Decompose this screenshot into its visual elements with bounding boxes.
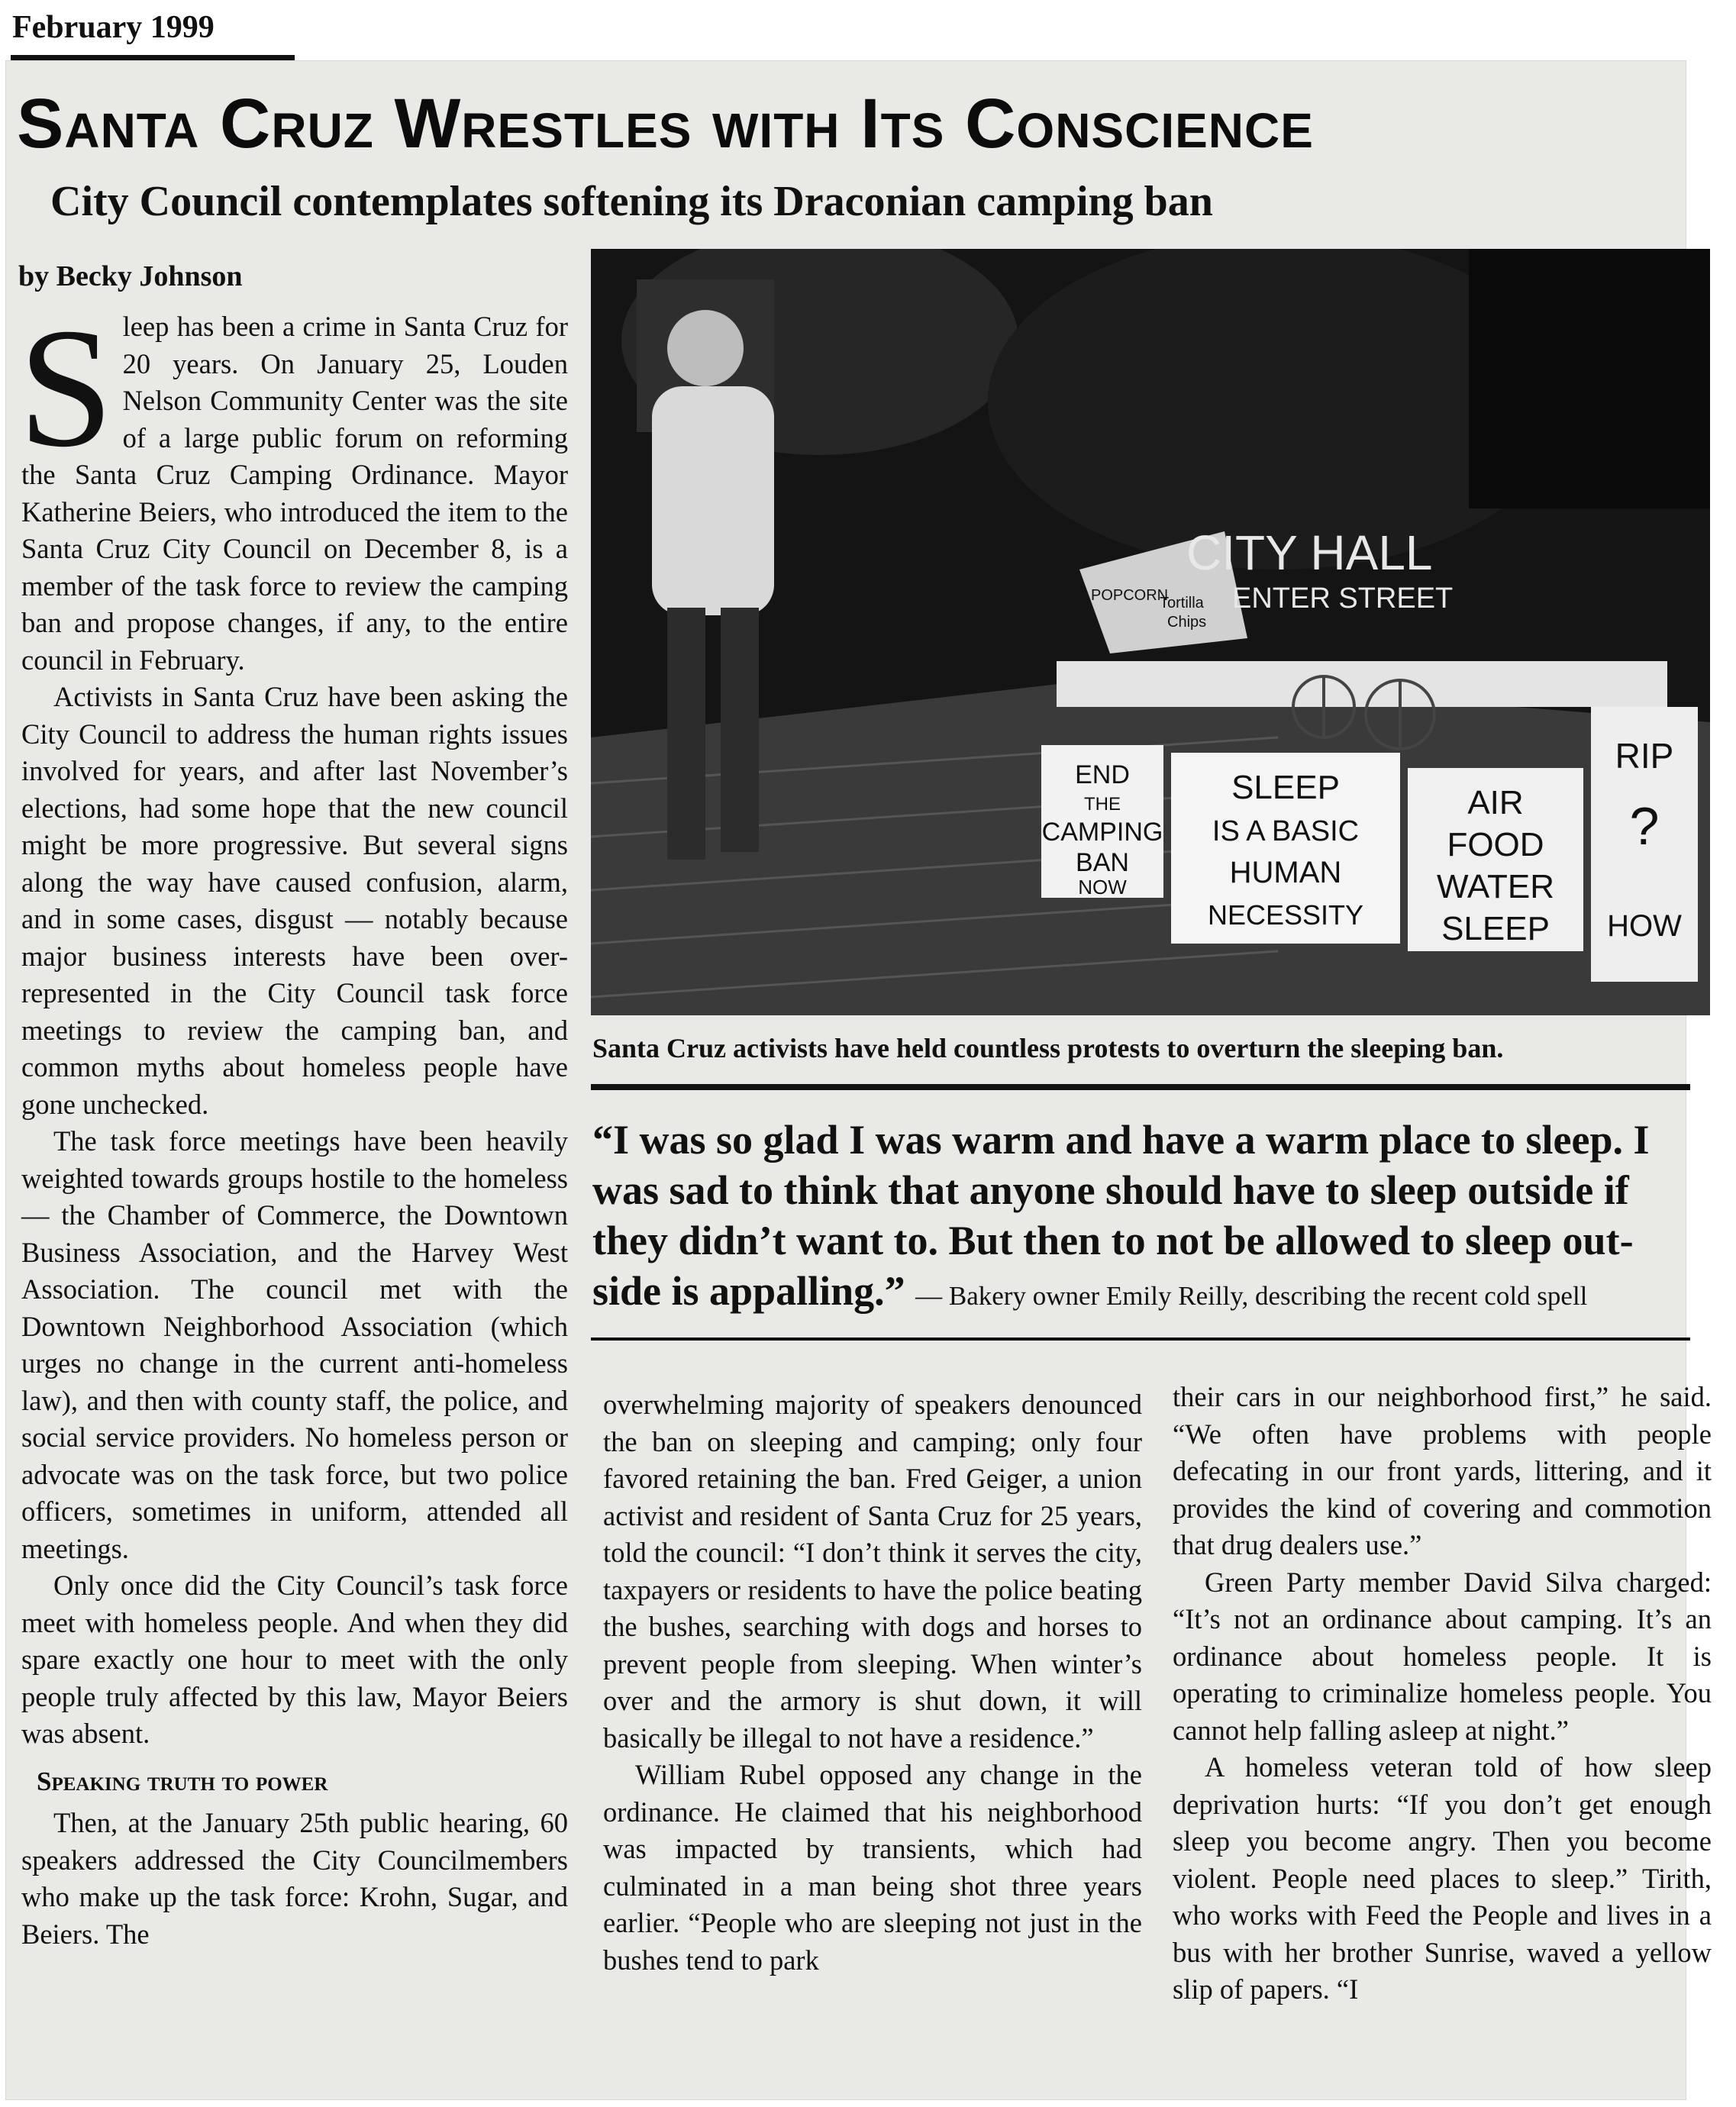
dateline: February 1999 (12, 10, 215, 45)
sign-street: ENTER STREET (1232, 582, 1454, 615)
article-column-3 (1173, 1379, 1712, 2009)
placard-3-line: FOOD (1447, 826, 1544, 863)
pull-quote (592, 1115, 1692, 1321)
sign-city-hall: CITY HALL (1186, 525, 1433, 580)
box-label-tortilla: Tortilla (1160, 595, 1204, 611)
placard-3-line: AIR (1467, 784, 1524, 821)
placard-1-line: THE (1084, 794, 1121, 815)
placard-1-line: NOW (1078, 876, 1127, 899)
placard-1-line: CAMPING (1041, 818, 1163, 847)
paragraph: Activists in Santa Cruz have been asking the City Council to address the human rights issues involved for years, and after last November’s elections, had some hope that the new council might be more progressive. But several signs along the way have caused confusion, alarm, and in some cases, disgust — notably because major business interests have been over-represented in the City Council task force meetings to review the camping ban, and common myths about homeless people have gone unchecked. (21, 681, 568, 1120)
paragraph: Green Party member David Silva charged: “It’s not an ordinance about camping. It’s an ordinance about homeless people. It is operating to criminalize homeless people. You cannot help falling asleep at night.” (1173, 1566, 1712, 1746)
drop-cap: S (18, 293, 114, 482)
byline: by Becky Johnson (18, 260, 243, 292)
photo-illustration (591, 249, 1710, 1015)
paragraph: A homeless veteran told of how sleep deprivation hurts: “If you don’t get enough sleep you become angry. Then you become violent. People need places to sleep.” Tirith, who works with Feed the People and lives in a bus with her brother Sunrise, waved a yellow slip of papers. “I (1173, 1751, 1712, 2005)
pull-quote-text: “I was so glad I was warm and have a warm place to sleep. I was sad to think that anyone should have to sleep outside if they didn’t want to. But then to not be allowed to sleep out-side is appalling.” (592, 1117, 1650, 1314)
subhead: City Council contemplates softening its Draconian camping ban (50, 178, 1213, 225)
box-label-chips: Chips (1167, 614, 1207, 631)
placard-3-line: WATER (1437, 868, 1554, 905)
pullquote-top-rule (591, 1084, 1690, 1090)
paragraph: overwhelming majority of speakers denounced the ban on sleeping and camping; only four favored retaining the ban. Fred Geiger, a union activist and resident of Santa Cruz for 25 years, told the council: “I don’t think it serves the city, taxpayers or residents to have the police beating the bushes, searching with dogs and horses to prevent people from sleeping. When winter’s over and the armory is shut down, it will basically be illegal to not have a residence.” (603, 1389, 1142, 1754)
dateline-box (0, 0, 298, 55)
paragraph: Sleep has been a crime in Santa Cruz for 20 years. On January 25, Louden Nelson Community Center was the site of a large public forum on reforming the Santa Cruz Camping Ordinance. Mayor Katherine Beiers, who introduced the item to the Santa Cruz City Council on December 8, is a member of the task force to review the camping ban and propose changes, if any, to the entire council in February. (18, 293, 568, 676)
placard-1-line: END (1075, 760, 1130, 789)
placard-2-line: NECESSITY (1207, 899, 1364, 931)
placard-1-line: BAN (1076, 848, 1129, 877)
paragraph: Only once did the City Council’s task force meet with homeless people. And when they did spare exactly one hour to meet with the only people truly affected by this law, Mayor Beiers was absent. (21, 1570, 568, 1749)
paragraph: Then, at the January 25th public hearing, 60 speakers addressed the City Councilmembers who make up the task force: Krohn, Sugar, and Beiers. The (21, 1807, 568, 1950)
paragraph: their cars in our neighborhood first,” he said. “We often have problems with people defecating in our front yards, littering, and it provides the kind of covering and commotion that drug dealers use.” (1173, 1381, 1712, 1560)
placard-3-line: SLEEP (1441, 910, 1550, 947)
placard-4-line: RIP (1615, 736, 1674, 776)
paragraph: The task force meetings have been heavily weighted towards groups hostile to the homeless — the Chamber of Commerce, the Downtown Business Association, and the Harvey West Association. The council met with the Downtown Neighborhood Association (which urges no change in the current anti-homeless law), and then with county staff, the police, and social service providers. No homeless person or advocate was on the task force, but two police officers, sometimes in uniform, attended all meetings. (21, 1125, 568, 1564)
placard-4-line: HOW (1607, 909, 1682, 943)
subsection-heading: Speaking truth to power (37, 1766, 328, 1796)
paragraph: William Rubel opposed any change in the ordinance. He claimed that his neighborhood was impacted by transients, which had culminated in a man being shot three years earlier. “People who are sleeping not just in the bushes tend to park (603, 1759, 1142, 1976)
headline: Santa Cruz Wrestles with Its Conscience (17, 85, 1314, 163)
box-label-popcorn: POPCORN (1091, 587, 1169, 604)
photo-caption: Santa Cruz activists have held countless protests to overturn the sleeping ban. (592, 1033, 1504, 1063)
article-column-2 (603, 1386, 1142, 1979)
pullquote-bottom-rule (591, 1337, 1690, 1341)
pull-quote-attribution: — Bakery owner Emily Reilly, describing the recent cold spell (915, 1281, 1588, 1311)
placard-2-line: IS A BASIC (1212, 815, 1360, 847)
placard-2-line: SLEEP (1231, 769, 1340, 806)
placard-4-line: ? (1629, 796, 1660, 856)
protest-photo (591, 249, 1710, 1015)
article-column-1 (18, 293, 568, 1953)
placard-2-line: HUMAN (1229, 856, 1342, 889)
